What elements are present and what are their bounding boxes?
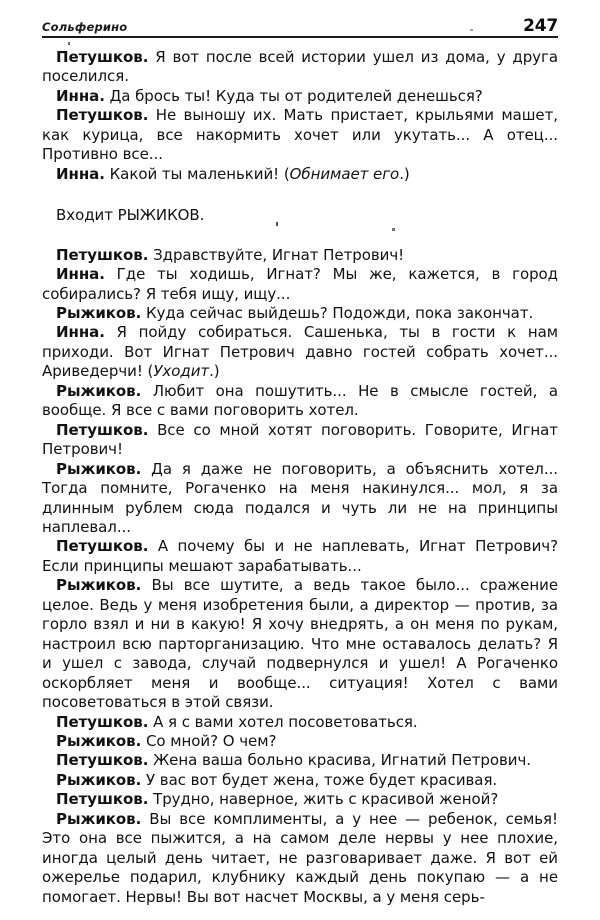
dialogue-text: Да я даже не поговорить, а объяснить хотел... Тогда помните, Рогаченко на меня накинулся... мол, я за длинным рублем сюда подался и чуть ли не на принципы наплевал... [42, 459, 558, 536]
dialogue-text: Со мной? О чем? [141, 731, 277, 750]
dialogue-paragraph [42, 790, 558, 809]
running-header [42, 16, 558, 38]
dialogue-paragraph [42, 87, 558, 106]
dialogue-paragraph [42, 304, 558, 323]
dialogue-text: Вы все шутите, а ведь такое было... сражение целое. Ведь у меня изобретения были, а директор — против, за горло взял и ни в какую! Я хочу внедрять, а он меня по рукам, настроил всю парторганизацию. Что мне оставалось делать? Я и ушел с завода, случай подвернулся и ушел! А Рогаченко оскорбляет меня и вообще... ситуация! Хотел с вами посоветоваться в этой связи. [42, 576, 558, 712]
dialogue-text-tail: .) [209, 362, 220, 381]
speaker-name: Инна. [56, 323, 105, 342]
dialogue-paragraph [42, 713, 558, 732]
stage-direction-spacer [42, 184, 558, 206]
dialogue-paragraph [42, 106, 558, 164]
speaker-name: Петушков. [56, 106, 149, 125]
header-rule [42, 36, 558, 38]
dialogue-text: Все со мной хотят поговорить. Говорите, Игнат Петрович! [42, 420, 558, 459]
speaker-name: Петушков. [56, 712, 149, 731]
speaker-name: Рыжиков. [56, 731, 142, 750]
dialogue-paragraph [42, 810, 558, 907]
dialogue-text: Не выношу их. Мать пристает, крыльями машет, как курица, все накормить хочет или укутать... А отец... Противно все... [42, 106, 558, 164]
dialogue-paragraph [42, 421, 558, 460]
dialogue-text: У вас вот будет жена, тоже будет красивая. [141, 770, 498, 789]
dialogue-text: Любит она пошутить... Не в смысле гостей, а вообще. Я все с вами поговорить хотел. [42, 381, 558, 420]
speaker-name: Петушков. [56, 245, 149, 264]
dialogue-paragraph [42, 323, 558, 381]
dialogue-text: Жена ваша больно красива, Игнатий Петрович. [148, 751, 532, 770]
dialogue-paragraph [42, 48, 558, 87]
dialogue-text: Я пойду собираться. Сашенька, ты в гости к нам приходи. Вот Игнат Петрович давно гостей собрать хочет... Ариведерчи! ( [42, 323, 558, 381]
speaker-name: Рыжиков. [56, 459, 142, 478]
speaker-name: Рыжиков. [56, 381, 142, 400]
dialogue-text: А я с вами хотел посоветоваться. [148, 712, 418, 731]
dialogue-paragraph [42, 576, 558, 712]
speaker-name: Петушков. [56, 48, 149, 66]
scan-speck-icon [470, 29, 473, 31]
stage-direction-inline: Обнимает его [289, 164, 400, 183]
speaker-name: Рыжиков. [56, 576, 142, 595]
dialogue-paragraph [42, 732, 558, 751]
dialogue-text-tail: .) [399, 164, 410, 183]
dialogue-text: Трудно, наверное, жить с красивой женой? [148, 790, 499, 809]
dialogue-text: Я вот после всей истории ушел из дома, у друга поселился. [42, 48, 558, 86]
stage-direction-centered: Входит РЫЖИКОВ. [56, 206, 205, 225]
dialogue-text: А почему бы и не наплевать, Игнат Петрович? Если принципы мешают зарабатывать... [42, 537, 558, 575]
dialogue-text: Здравствуйте, Игнат Петрович! [148, 245, 405, 264]
speaker-name: Инна. [56, 164, 105, 183]
stage-direction-spacer [42, 226, 558, 246]
dialogue-paragraph [42, 771, 558, 790]
dialogue-text: Какой ты маленький! ( [104, 164, 290, 183]
scan-speck-icon [276, 222, 278, 226]
scan-speck-icon [392, 228, 395, 231]
stage-direction-inline: Уходит [153, 362, 210, 381]
speaker-name: Петушков. [56, 790, 149, 809]
dialogue-paragraph [42, 537, 558, 576]
body-text-column [42, 48, 558, 907]
speaker-name: Инна. [56, 265, 105, 284]
speaker-name: Петушков. [56, 420, 149, 439]
dialogue-paragraph [42, 751, 558, 770]
dialogue-paragraph [42, 460, 558, 538]
header-book-title: Сольферино [42, 20, 128, 34]
speaker-name: Петушков. [56, 751, 149, 770]
dialogue-paragraph [42, 382, 558, 421]
dialogue-text: Да брось ты! Куда ты от родителей денешься? [104, 86, 483, 105]
speaker-name: Рыжиков. [56, 770, 142, 789]
dialogue-text: Вы все комплименты, а у нее — ребенок, семья! Это она все пыжится, а на самом деле нервы у нее плохие, иногда целый день читает, не разговаривает даже. Я вот ей ожерелье подарил, клубнику каждый день покупаю — а не помогает. Нервы! Вы вот насчет Москвы, а у меня серь- [42, 809, 558, 906]
dialogue-paragraph [42, 165, 558, 184]
scan-speck-icon [68, 42, 70, 45]
page-number: 247 [523, 16, 558, 36]
dialogue-text: Где ты ходишь, Игнат? Мы же, кажется, в город собирались? Я тебя ищу, ищу... [42, 265, 558, 303]
dialogue-text: Куда сейчас выйдешь? Подожди, пока закончат. [141, 303, 534, 322]
dialogue-paragraph [42, 246, 558, 265]
speaker-name: Рыжиков. [56, 809, 142, 828]
speaker-name: Петушков. [56, 537, 149, 556]
dialogue-paragraph [42, 265, 558, 304]
speaker-name: Рыжиков. [56, 303, 142, 322]
speaker-name: Инна. [56, 86, 105, 105]
